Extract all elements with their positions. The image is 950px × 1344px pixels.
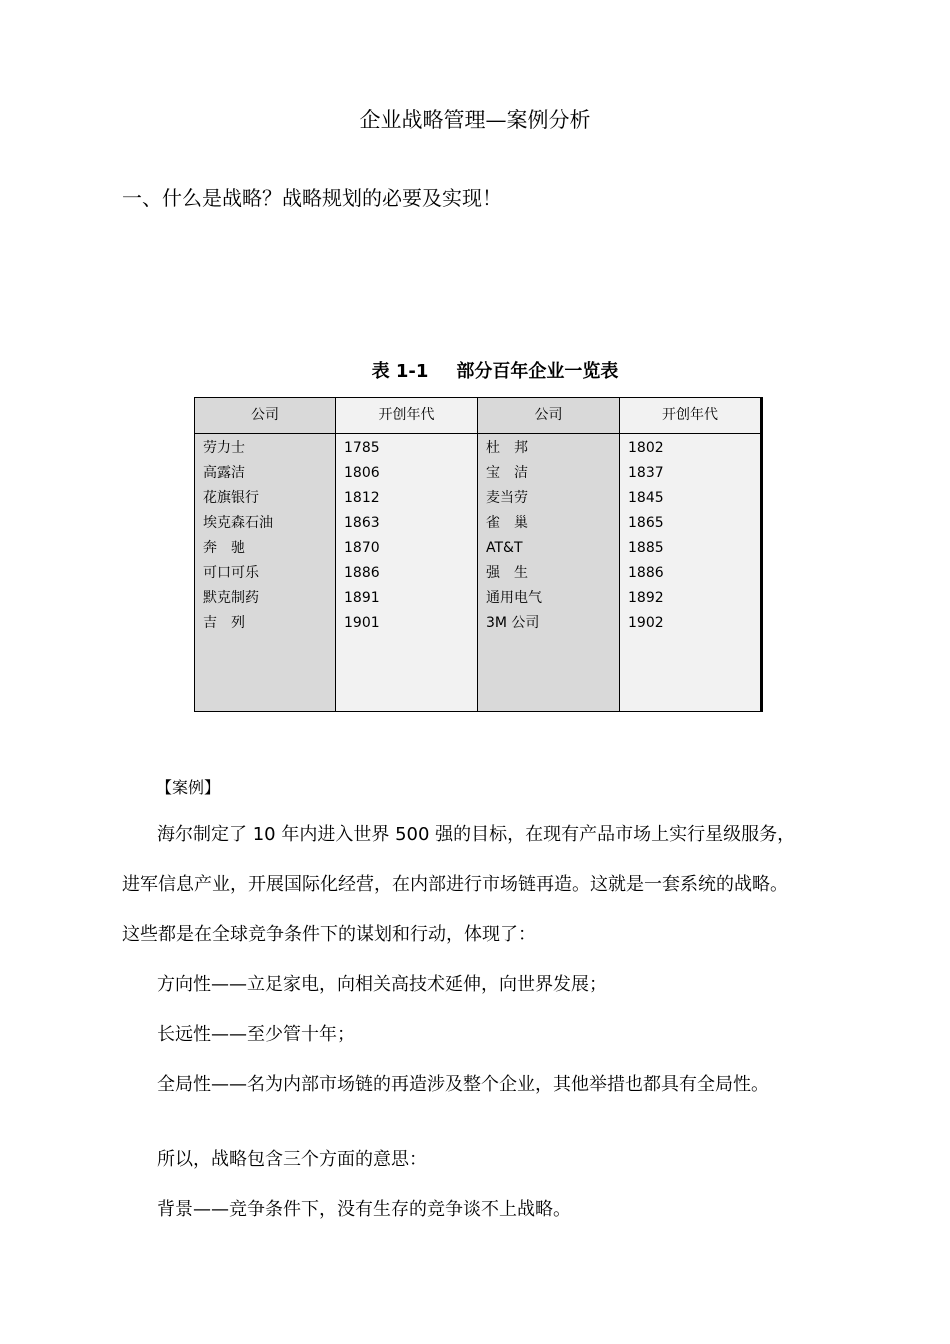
table-cell-list — [486, 438, 542, 638]
table-cell-list — [628, 438, 664, 638]
table-right-border — [761, 397, 763, 712]
table-cell: 1901 — [344, 615, 380, 631]
table-cell: 1845 — [628, 490, 664, 506]
paragraph: 背景——竞争条件下，没有生存的竞争谈不上战略。 — [157, 1199, 571, 1220]
paragraph: 所以，战略包含三个方面的意思： — [157, 1149, 427, 1170]
table-cell: 杜 邦 — [486, 440, 528, 456]
case-label: 【案例】 — [156, 778, 221, 797]
paragraph: 方向性——立足家电，向相关高技术延伸，向世界发展； — [157, 974, 607, 995]
table-cell: 高露洁 — [203, 465, 245, 481]
table-cell: 通用电气 — [486, 590, 542, 606]
table-cell: 1892 — [628, 590, 664, 606]
table-cell: 默克制药 — [203, 590, 259, 606]
table-cell: 宝 洁 — [486, 465, 528, 481]
table-cell: 1802 — [628, 440, 664, 456]
table-header-divider — [195, 433, 760, 434]
section-heading: 一、什么是战略？战略规划的必要及实现！ — [122, 186, 502, 210]
table-cell: 1902 — [628, 615, 664, 631]
table-header-cell: 开创年代 — [662, 407, 718, 423]
table-cell: 强 生 — [486, 565, 528, 581]
table-cell: 劳力士 — [203, 440, 245, 456]
table-cell: 吉 列 — [203, 615, 245, 631]
table-cell: 1885 — [628, 540, 664, 556]
table-column-company-left — [195, 398, 335, 711]
paragraph: 全局性——名为内部市场链的再造涉及整个企业，其他举措也都具有全局性。 — [157, 1074, 769, 1095]
table-cell: 雀 巢 — [486, 515, 528, 531]
paragraph: 海尔制定了 10 年内进入世界 500 强的目标，在现有产品市场上实行星级服务， — [157, 824, 796, 845]
paragraph: 这些都是在全球竞争条件下的谋划和行动，体现了： — [122, 924, 536, 945]
table-cell: 1837 — [628, 465, 664, 481]
paragraph: 长远性——至少管十年； — [157, 1024, 355, 1045]
table-column-year-right — [619, 398, 760, 711]
table-cell-list — [344, 438, 380, 638]
table-cell: 奔 驰 — [203, 540, 245, 556]
table-caption — [0, 357, 950, 383]
table-cell: 1785 — [344, 440, 380, 456]
table-cell: 1865 — [628, 515, 664, 531]
table-header-cell: 公司 — [251, 407, 279, 423]
table-header-cell: 开创年代 — [378, 407, 435, 423]
company-table — [194, 397, 761, 712]
table-cell: 3M 公司 — [486, 615, 540, 631]
table-caption-title: 部分百年企业一览表 — [456, 361, 619, 382]
table-cell: 1870 — [344, 540, 380, 556]
table-cell: 可口可乐 — [203, 565, 259, 581]
document-title: 企业战略管理—案例分析 — [359, 108, 591, 132]
table-cell: 麦当劳 — [486, 490, 528, 506]
table-cell: AT&T — [486, 540, 523, 556]
table-cell-list — [203, 438, 273, 638]
table-cell: 1806 — [344, 465, 380, 481]
paragraph: 进军信息产业，开展国际化经营，在内部进行市场链再造。这就是一套系统的战略。 — [122, 874, 788, 895]
table-column-year-left — [335, 398, 477, 711]
table-column-company-right — [477, 398, 619, 711]
table-cell: 1886 — [344, 565, 380, 581]
table-cell: 1891 — [344, 590, 380, 606]
table-caption-number: 表 1-1 — [371, 361, 429, 382]
table-cell: 花旗银行 — [203, 490, 259, 506]
table-cell: 埃克森石油 — [203, 515, 273, 531]
table-header-cell: 公司 — [534, 407, 563, 423]
table-cell: 1812 — [344, 490, 380, 506]
table-cell: 1886 — [628, 565, 664, 581]
table-cell: 1863 — [344, 515, 380, 531]
